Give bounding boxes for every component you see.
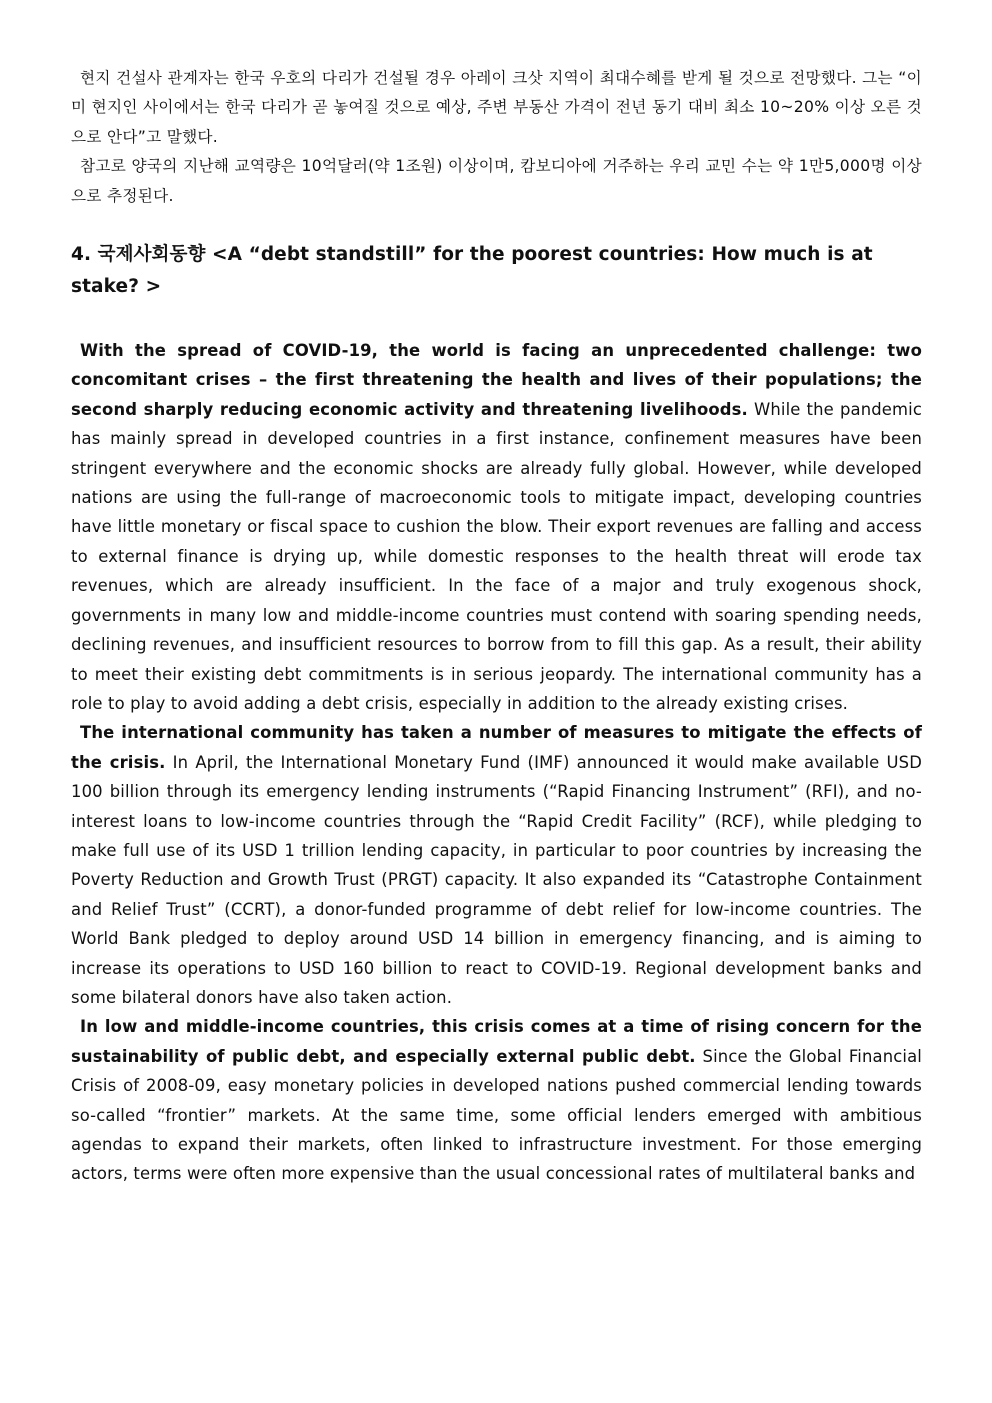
paragraph-2-body: In April, the International Monetary Fund (IMF) announced it would make available USD 100 billion through its emergency lending instruments (“Rapid Financing Instrument” (RFI), and no-interest loans to low-income countries through the “Rapid Credit Facility” (RCF), while pledging to make full use of its USD 1 trillion lending capacity, in particular to poor countries by increasing the Poverty Reduction and Growth Trust (PRGT) capacity. It also expanded its “Catastrophe Containment and Relief Trust” (CCRT), a donor-funded programme of debt relief for low-income countries. The World Bank pledged to deploy around USD 14 billion in emergency financing, and is aiming to increase its operations to USD 160 billion to react to COVID-19. Regional development banks and some bilateral donors have also taken action.: [71, 752, 922, 1007]
body-paragraph-2: [71, 718, 922, 1012]
paragraph-3-body: Since the Global Financial Crisis of 2008-09, easy monetary policies in developed nations pushed commercial lending towards so-called “frontier” markets. At the same time, some official lenders emerged with ambitious agendas to expand their markets, often linked to infrastructure investment. For those emerging actors, terms were often more expensive than the usual concessional rates of multilateral banks and: [71, 1046, 922, 1184]
paragraph-2-lead: The international community has taken a number of measures to mitigate the effects of the crisis.: [71, 723, 922, 772]
section-heading: 4. 국제사회동향 <A “debt standstill” for the poorest countries: How much is at stake? >: [71, 244, 873, 297]
paragraph-3-lead: In low and middle-income countries, this crisis comes at a time of rising concern for the sustainability of public debt, and especially external public debt.: [71, 1017, 922, 1066]
body-paragraph-3: [71, 1012, 922, 1188]
document-page: [71, 64, 922, 1189]
korean-paragraph-1: 현지 건설사 관계자는 한국 우호의 다리가 건설될 경우 아레이 크삿 지역이 최대수혜를 받게 될 것으로 전망했다. 그는 “이미 현지인 사이에서는 한국 다리가 곧 놓여질 것으로 예상, 주변 부동산 가격이 전년 동기 대비 최소 10~20% 이상 오른 것으로 안다”고 말했다.: [71, 69, 922, 146]
paragraph-1-body: While the pandemic has mainly spread in developed countries in a first instance, confinement measures have been stringent everywhere and the economic shocks are already fully global. However, while developed nations are using the full-range of macroeconomic tools to mitigate impact, developing countries have little monetary or fiscal space to cushion the blow. Their export revenues are falling and access to external finance is drying up, while domestic responses to the health threat will erode tax revenues, which are already insufficient. In the face of a major and truly exogenous shock, governments in many low and middle-income countries must contend with soaring spending needs, declining revenues, and insufficient resources to borrow from to fill this gap. As a result, their ability to meet their existing debt commitments is in serious jeopardy. The international community has a role to play to avoid adding a debt crisis, especially in addition to the already existing crises.: [71, 399, 922, 713]
body-paragraph-1: [71, 336, 922, 718]
paragraph-1-lead: With the spread of COVID-19, the world is facing an unprecedented challenge: two concomitant crises – the first threatening the health and lives of their populations; the second sharply reducing economic activity and threatening livelihoods.: [71, 341, 922, 419]
korean-paragraph-2: 참고로 양국의 지난해 교역량은 10억달러(약 1조원) 이상이며, 캄보디아에 거주하는 우리 교민 수는 약 1만5,000명 이상으로 추정된다.: [71, 157, 922, 205]
